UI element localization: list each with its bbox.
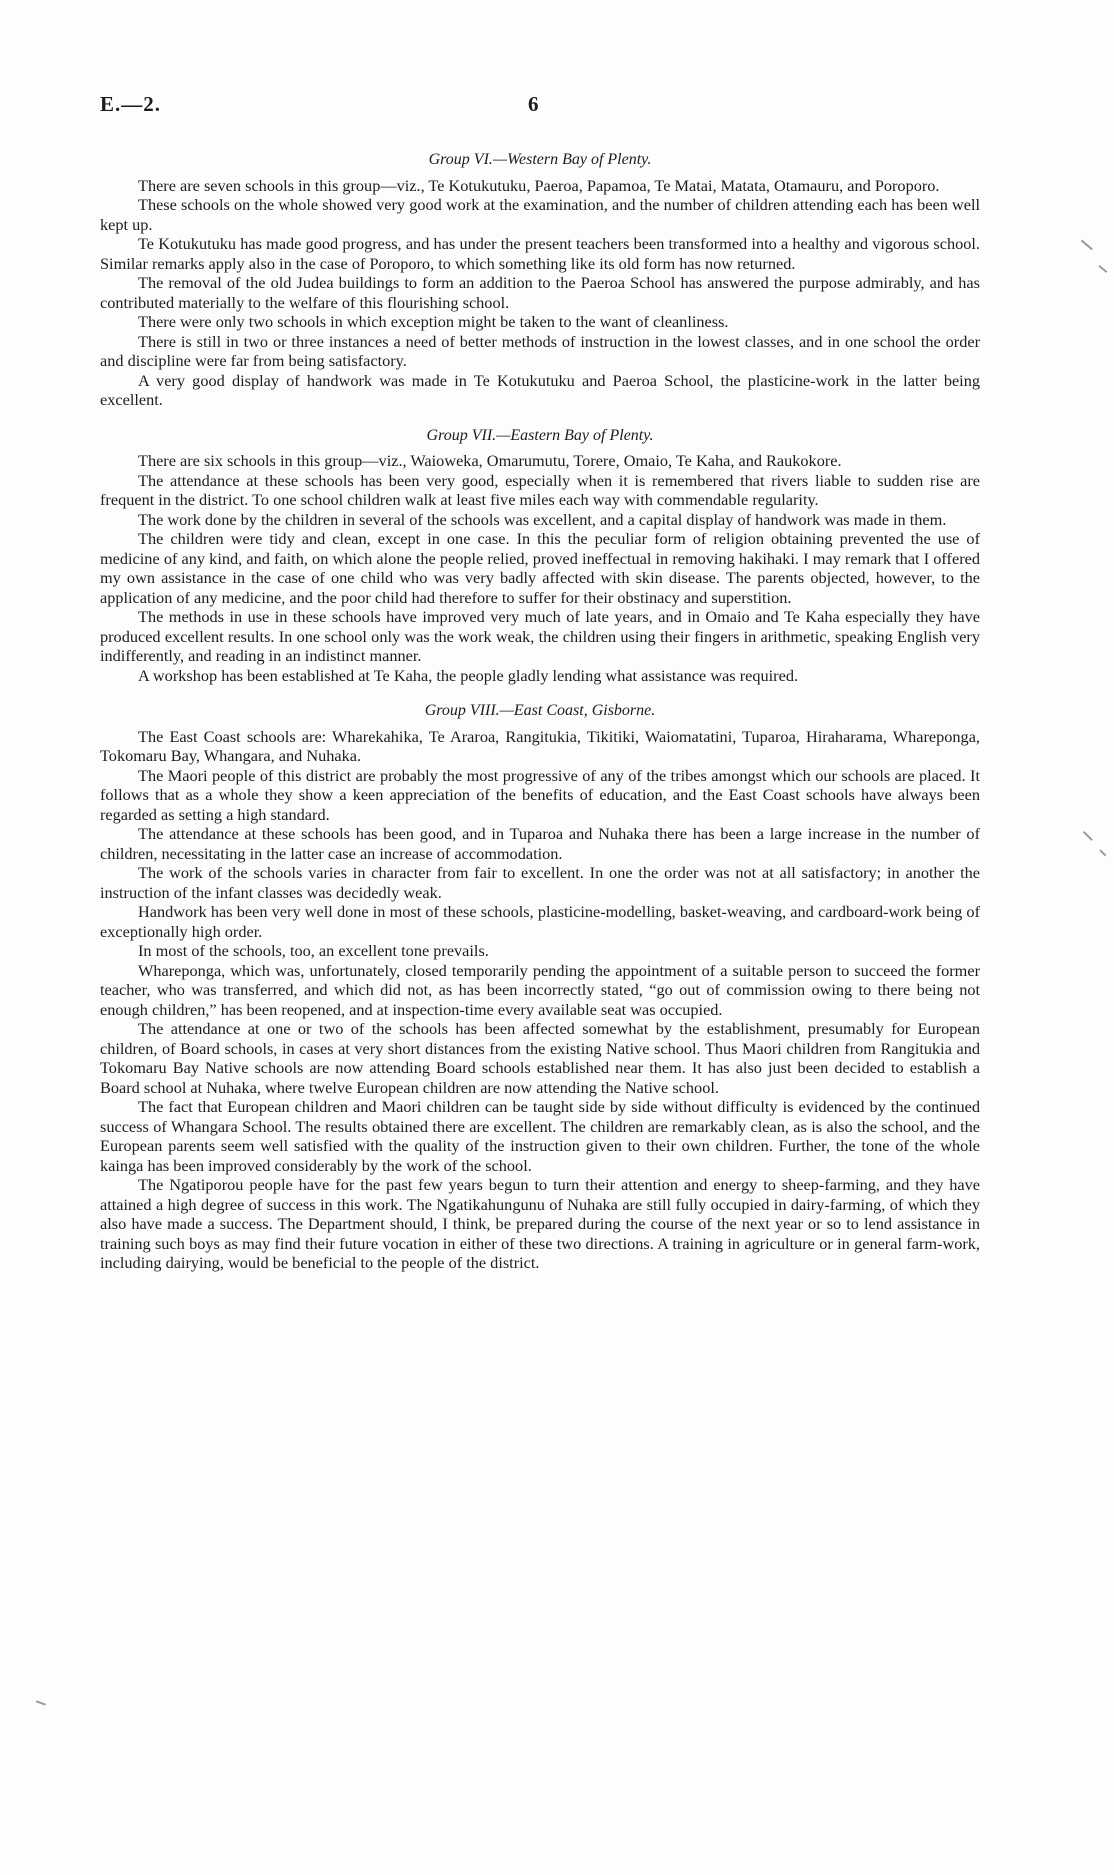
paragraph: The methods in use in these schools have improved very much of late years, and in Omaio and Te Kaha especially they have produced excellent results. In one school only was the work weak, the children using their fingers in arithmetic, speaking English very indifferently, and reading in an indistinct manner. xyxy=(100,607,980,665)
paragraph: The fact that European children and Maori children can be taught side by side without difficulty is evidenced by the continued success of Whangara School. The results obtained there are excellent. The children are remarkably clean, as is also the school, and the European parents seem well satisfied with the quality of the instruction given to their own children. Further, the tone of the whole kainga has been improved considerably by the work of the school. xyxy=(100,1097,980,1175)
section-heading-group-viii: Group VIII.—East Coast, Gisborne. xyxy=(424,702,656,719)
scan-mark xyxy=(1099,265,1108,273)
scan-mark xyxy=(36,1700,46,1705)
scan-mark xyxy=(1081,240,1093,250)
paragraph: The East Coast schools are: Wharekahika, Te Araroa, Rangitukia, Tikitiki, Waiomatatini, Tuparoa, Hiraharama, Whareponga, Tokomaru Bay, Whangara, and Nuhaka. xyxy=(100,726,980,765)
paragraph: These schools on the whole showed very good work at the examination, and the number of children attending each has been well kept up. xyxy=(100,195,980,234)
section-spacer xyxy=(100,410,980,420)
scan-mark xyxy=(1100,849,1107,856)
paragraph: In most of the schools, too, an excellent tone prevails. xyxy=(138,941,489,960)
report-reference: E.—2. xyxy=(100,92,162,116)
paragraph: The removal of the old Judea buildings to form an addition to the Paeroa School has answered the purpose admirably, and has contributed materially to the welfare of this flourishing school. xyxy=(100,273,980,312)
paragraph: The attendance at one or two of the schools has been affected somewhat by the establishment, presumably for European children, of Board schools, in cases at very short distances from the existing Native school. Thus Maori children from Rangitukia and Tokomaru Bay Native schools are now attending Board schools established near them. It has also just been decided to establish a Board school at Nuhaka, where twelve European children are now attending the Native school. xyxy=(100,1019,980,1097)
paragraph: The work of the schools varies in character from fair to excellent. In one the order was not at all satisfactory; in another the instruction of the infant classes was decidedly weak. xyxy=(100,863,980,902)
paragraph: There were only two schools in which exception might be taken to the want of cleanliness. xyxy=(138,312,729,331)
paragraph: A workshop has been established at Te Kaha, the people gladly lending what assistance was required. xyxy=(138,665,799,685)
paragraph: The children were tidy and clean, except in one case. In this the peculiar form of religion obtaining prevented the use of medicine of any kind, and faith, on which alone the people relied, proved ineffectual in removing hakihaki. I may remark that I offered my own assistance in the case of one child who was very badly affected with skin disease. The parents objected, however, to the application of any medicine, and the poor child had therefore to suffer for their obstinacy and superstition. xyxy=(100,529,980,607)
section-heading-group-vii: Group VII.—Eastern Bay of Plenty. xyxy=(426,426,654,444)
paragraph: Handwork has been very well done in most of these schools, plasticine-modelling, basket-weaving, and cardboard-work being of exceptionally high order. xyxy=(100,902,980,941)
paragraph: The work done by the children in several of the schools was excellent, and a capital display of handwork was made in them. xyxy=(138,509,947,529)
paragraph: A very good display of handwork was made in Te Kotukutuku and Paeroa School, the plasticine-work in the latter being excellent. xyxy=(100,370,980,409)
paragraph: The attendance at these schools has been very good, especially when it is remembered that rivers liable to sudden rise are frequent in the district. To one school children walk at least five miles each way with commendable regularity. xyxy=(100,470,980,509)
paragraph: There are six schools in this group—viz., Waioweka, Omarumutu, Torere, Omaio, Te Kaha, and Raukokore. xyxy=(138,451,842,470)
paragraph: Whareponga, which was, unfortunately, closed temporarily pending the appointment of a suitable person to succeed the former teacher, who was transferred, and which did not, as has been incorrectly stated, “go out of commission owing to there being not enough children,” has been reopened, and at inspection-time every available seat was occupied. xyxy=(100,960,980,1019)
paragraph: There is still in two or three instances a need of better methods of instruction in the lowest classes, and in one school the order and discipline were far from being satisfactory. xyxy=(100,331,980,370)
paragraph: The attendance at these schools has been good, and in Tuparoa and Nuhaka there has been a large increase in the number of children, necessitating in the latter case an increase of accommodation. xyxy=(100,824,980,863)
section-spacer xyxy=(100,685,980,695)
paragraph: There are seven schools in this group—viz., Te Kotukutuku, Paeroa, Papamoa, Te Matai, Matata, Otamauru, and Poroporo. xyxy=(138,175,940,195)
report-body xyxy=(100,150,980,1273)
section-heading-group-vi: Group VI.—Western Bay of Plenty. xyxy=(428,151,652,168)
paragraph: The Maori people of this district are probably the most progressive of any of the tribes amongst which our schools are placed. It follows that as a whole they show a keen appreciation of the benefits of education, and the East Coast schools have always been regarded as setting a high standard. xyxy=(100,765,980,824)
scan-mark xyxy=(1083,831,1093,841)
paragraph: Te Kotukutuku has made good progress, and has under the present teachers been transformed into a healthy and vigorous school. Similar remarks apply also in the case of Poroporo, to which something like its old form has now returned. xyxy=(100,234,980,273)
paragraph: The Ngatiporou people have for the past few years begun to turn their attention and energy to sheep-farming, and they have attained a high degree of success in this work. The Ngatikahungunu of Nuhaka are still fully occupied in dairy-farming, of which they also have made a success. The Department should, I think, be prepared during the course of the next year or so to lend assistance in training such boys as may find their future vocation in either of these two directions. A training in agriculture or in general farm-work, including dairying, would be beneficial to the people of the district. xyxy=(100,1175,980,1272)
page-header xyxy=(100,92,980,122)
page-number: 6 xyxy=(528,92,539,116)
